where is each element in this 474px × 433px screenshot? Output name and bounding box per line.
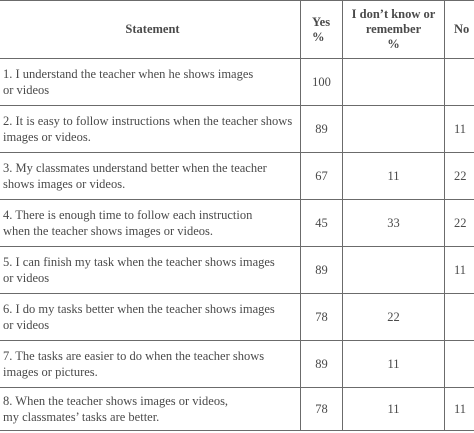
yes-cell: 100: [301, 59, 343, 106]
no-cell: [445, 294, 474, 341]
statement-line: 6. I do my tasks better when the teacher shows images: [3, 302, 275, 316]
header-yes-unit: %: [312, 29, 325, 44]
dont-know-cell: [343, 59, 445, 106]
dont-know-cell: [343, 106, 445, 153]
statement-cell: [0, 388, 301, 431]
yes-cell: 78: [301, 388, 343, 431]
dont-know-cell: 11: [343, 341, 445, 388]
no-cell: 11: [445, 106, 474, 153]
statement-cell: [0, 200, 301, 247]
statement-cell: [0, 341, 301, 388]
header-dont-know: [343, 1, 445, 59]
statement-line: when the teacher shows images or videos.: [3, 224, 214, 238]
header-row: [0, 1, 474, 59]
header-yes-label: Yes: [312, 14, 331, 29]
header-dk-unit: %: [387, 37, 400, 51]
statement-line: or videos: [3, 318, 50, 332]
statement-line: 3. My classmates understand better when the teacher: [3, 161, 267, 175]
statement-line: 5. I can finish my task when the teacher shows images: [3, 255, 275, 269]
header-no-label: No: [454, 22, 470, 36]
yes-cell: 78: [301, 294, 343, 341]
statement-line: images or pictures.: [3, 365, 98, 379]
yes-cell: 67: [301, 153, 343, 200]
statement-line: 8. When the teacher shows images or videos,: [3, 394, 229, 408]
no-cell: [445, 59, 474, 106]
header-dk-line1: I don’t know or: [351, 7, 436, 21]
statement-line: or videos: [3, 83, 50, 97]
statement-cell: [0, 106, 301, 153]
header-no: [445, 1, 474, 59]
yes-cell: 89: [301, 247, 343, 294]
statement-line: 4. There is enough time to follow each instruction: [3, 208, 253, 222]
header-statement: [0, 1, 301, 59]
statement-line: 1. I understand the teacher when he shows images: [3, 67, 254, 81]
statement-cell: [0, 294, 301, 341]
statement-cell: [0, 59, 301, 106]
no-cell: 22: [445, 200, 474, 247]
statement-cell: [0, 153, 301, 200]
table-row: [0, 153, 474, 200]
no-cell: 11: [445, 388, 474, 431]
yes-cell: 89: [301, 106, 343, 153]
statement-line: my classmates’ tasks are better.: [3, 410, 160, 424]
table-row: [0, 200, 474, 247]
dont-know-cell: 11: [343, 153, 445, 200]
table-row: [0, 247, 474, 294]
table-row: [0, 294, 474, 341]
no-cell: [445, 341, 474, 388]
header-dk-line2: remember: [365, 22, 422, 36]
yes-cell: 45: [301, 200, 343, 247]
table-row: [0, 59, 474, 106]
table-row: [0, 341, 474, 388]
statement-cell: [0, 247, 301, 294]
dont-know-cell: 11: [343, 388, 445, 431]
header-statement-label: Statement: [125, 22, 180, 36]
statement-line: or videos: [3, 271, 50, 285]
statement-line: images or videos.: [3, 130, 91, 144]
statement-line: 2. It is easy to follow instructions when the teacher shows: [3, 114, 293, 128]
statement-line: 7. The tasks are easier to do when the teacher shows: [3, 349, 265, 363]
no-cell: 11: [445, 247, 474, 294]
yes-cell: 89: [301, 341, 343, 388]
header-yes: [301, 1, 343, 59]
table-row: [0, 388, 474, 431]
dont-know-cell: 22: [343, 294, 445, 341]
dont-know-cell: [343, 247, 445, 294]
table-row: [0, 106, 474, 153]
statement-line: shows images or videos.: [3, 177, 126, 191]
no-cell: 22: [445, 153, 474, 200]
dont-know-cell: 33: [343, 200, 445, 247]
